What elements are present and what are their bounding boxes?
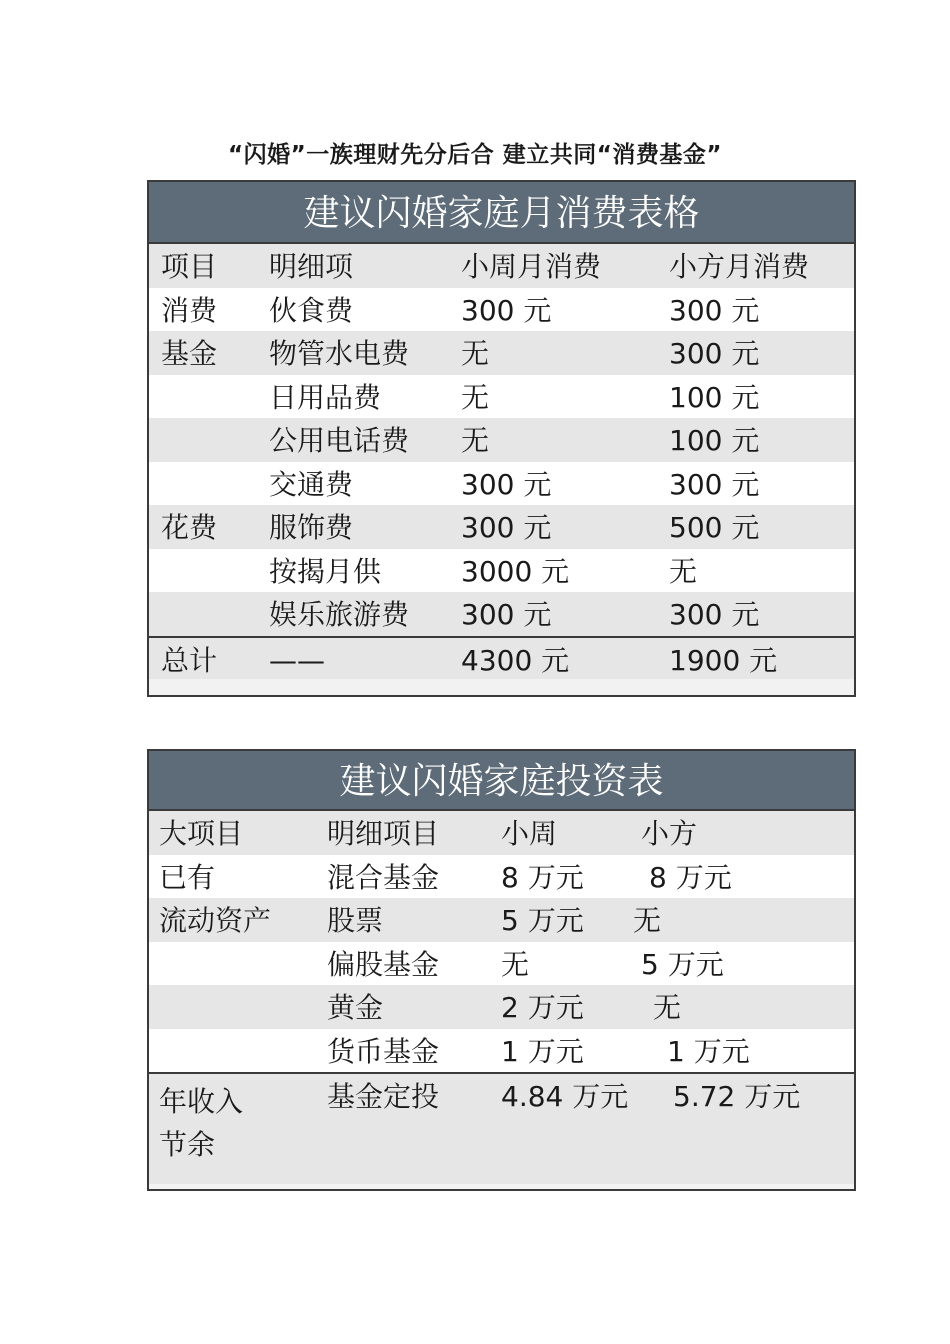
value-cell: 300 元: [669, 598, 760, 631]
value-cell: 100 元: [669, 380, 760, 414]
value-cell: 8 万元: [501, 860, 584, 894]
category-cell: 流动资产: [159, 904, 272, 937]
header-cell: 小周月消费: [461, 250, 602, 283]
table-row: [149, 462, 854, 506]
value-cell: 无: [633, 904, 662, 937]
value-cell: 无: [669, 554, 698, 588]
item-cell: 混合基金: [327, 860, 440, 894]
value-cell: 300 元: [669, 293, 760, 327]
income-surplus-label: [159, 1080, 243, 1166]
value-cell: 无: [501, 947, 530, 981]
value-cell: 无: [461, 380, 490, 414]
value-cell: 1 万元: [501, 1034, 584, 1068]
value-cell: 300 元: [461, 467, 552, 501]
table-row: [149, 549, 854, 593]
page-title: “闪婚”一族理财先分后合 建立共同“消费基金”: [228, 142, 722, 168]
item-cell: 交通费: [269, 467, 354, 501]
value-cell: 2 万元: [501, 991, 584, 1024]
value-cell: 500 元: [669, 511, 760, 544]
income-surplus-row: [149, 1072, 854, 1184]
header-cell: 明细项目: [327, 817, 440, 850]
table-row: [149, 375, 854, 419]
table-row: [149, 898, 854, 942]
header-cell: 小周: [501, 817, 558, 850]
item-cell: 基金定投: [327, 1080, 440, 1113]
value-cell: 5 万元: [501, 904, 584, 937]
value-cell: 无: [461, 424, 490, 457]
monthly-consumption-table: [147, 180, 856, 697]
table-row: [149, 288, 854, 332]
value-cell: 300 元: [669, 467, 760, 501]
total-row: [149, 636, 854, 680]
category-cell: 基金: [161, 337, 218, 370]
value-cell: 300 元: [461, 293, 552, 327]
total-value: 1900 元: [669, 643, 778, 677]
table-row: [149, 592, 854, 636]
item-cell: 按揭月供: [269, 554, 382, 588]
header-cell: 项目: [161, 250, 218, 283]
item-cell: 货币基金: [327, 1034, 440, 1068]
table-row: [149, 331, 854, 375]
item-cell: 娱乐旅游费: [269, 598, 410, 631]
value-cell: 无: [461, 337, 490, 370]
item-cell: 物管水电费: [269, 337, 410, 370]
table-row: [149, 1029, 854, 1073]
table-row: [149, 505, 854, 549]
value-cell: 300 元: [669, 337, 760, 370]
header-cell: 明细项: [269, 250, 354, 283]
value-cell: 100 元: [669, 424, 760, 457]
table-header-row: [149, 811, 854, 855]
category-cell: 花费: [161, 511, 218, 544]
item-cell: 股票: [327, 904, 384, 937]
total-dash: ——: [269, 643, 325, 677]
table-title: 建议闪婚家庭月消费表格: [149, 182, 854, 244]
item-cell: 偏股基金: [327, 947, 440, 981]
table-header-row: [149, 244, 854, 288]
income-label: 年收入: [159, 1085, 244, 1118]
value-cell: 5 万元: [641, 947, 724, 981]
item-cell: 日用品费: [269, 380, 382, 414]
value-cell: 1 万元: [667, 1034, 750, 1068]
value-cell: 300 元: [461, 511, 552, 544]
investment-table: [147, 749, 856, 1191]
item-cell: 黄金: [327, 991, 384, 1024]
header-cell: 小方: [641, 817, 698, 850]
item-cell: 伙食费: [269, 293, 354, 327]
table-title: 建议闪婚家庭投资表: [149, 751, 854, 811]
value-cell: 300 元: [461, 598, 552, 631]
table-row: [149, 985, 854, 1029]
surplus-label: 节余: [159, 1128, 216, 1161]
header-cell: 大项目: [159, 817, 244, 850]
value-cell: 5.72 万元: [673, 1080, 801, 1113]
table-row: [149, 418, 854, 462]
value-cell: 无: [653, 991, 682, 1024]
item-cell: 公用电话费: [269, 424, 410, 457]
category-cell: 已有: [159, 860, 216, 894]
item-cell: 服饰费: [269, 511, 354, 544]
table-row: [149, 855, 854, 899]
total-value: 4300 元: [461, 643, 570, 677]
value-cell: 3000 元: [461, 554, 570, 588]
value-cell: 4.84 万元: [501, 1080, 629, 1113]
header-cell: 小方月消费: [669, 250, 810, 283]
table-row: [149, 942, 854, 986]
value-cell: 8 万元: [649, 860, 732, 894]
category-cell: 消费: [161, 293, 218, 327]
total-label: 总计: [161, 643, 218, 677]
